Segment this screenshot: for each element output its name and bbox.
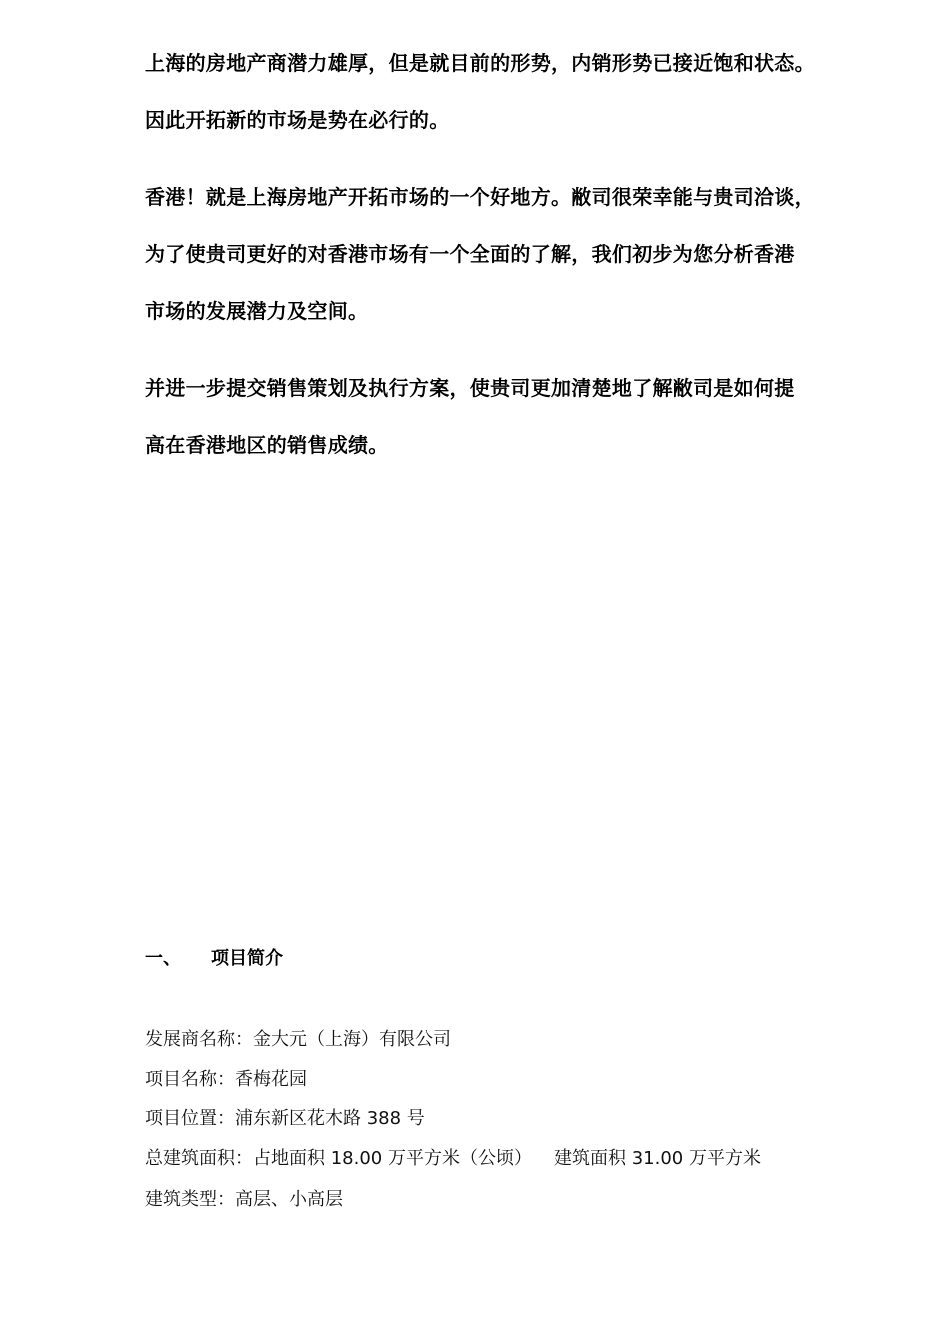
project-area — [145, 1146, 761, 1172]
building-type: 建筑类型：高层、小高层 — [145, 1189, 343, 1210]
intro-paragraph-line: 高在香港地区的销售成绩。 — [145, 433, 389, 457]
section-title: 项目简介 — [211, 948, 283, 969]
intro-paragraph-line: 市场的发展潜力及空间。 — [145, 299, 369, 323]
section-heading — [145, 945, 283, 973]
land-area: 总建筑面积：占地面积 18.00 万平方米（公顷） — [145, 1148, 532, 1169]
project-location: 项目位置：浦东新区花木路 388 号 — [145, 1108, 425, 1129]
intro-paragraph-line: 香港！就是上海房地产开拓市场的一个好地方。敝司很荣幸能与贵司洽谈， — [145, 185, 815, 209]
intro-paragraph-line: 上海的房地产商潜力雄厚，但是就目前的形势，内销形势已接近饱和状态。 — [145, 51, 815, 75]
project-name: 项目名称：香梅花园 — [145, 1069, 307, 1090]
intro-paragraph-line: 因此开拓新的市场是势在必行的。 — [145, 108, 450, 132]
building-area: 建筑面积 31.00 万平方米 — [553, 1148, 761, 1169]
intro-paragraph-line: 为了使贵司更好的对香港市场有一个全面的了解，我们初步为您分析香港 — [145, 242, 795, 266]
intro-paragraph-line: 并进一步提交销售策划及执行方案，使贵司更加清楚地了解敝司是如何提 — [145, 376, 795, 400]
developer-name: 发展商名称：金大元（上海）有限公司 — [145, 1029, 451, 1050]
section-number: 一、 — [145, 948, 181, 969]
